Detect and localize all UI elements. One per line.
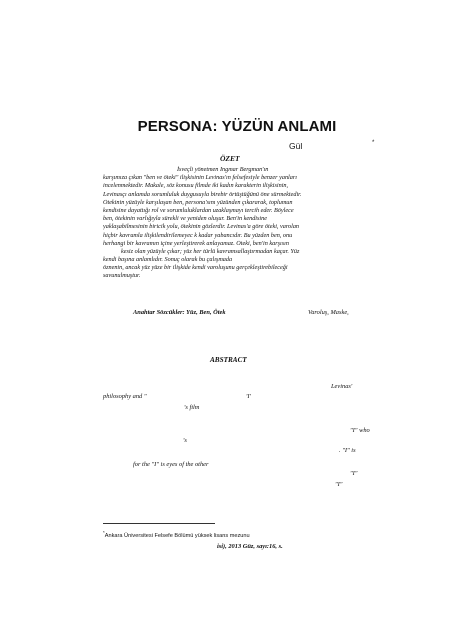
- abstract-fragment: 's: [183, 437, 187, 444]
- ozet-line: Ötekinin yüzüyle karşılaşan ben, persona'sını yüzünden çıkararak, toplumun: [103, 198, 293, 206]
- ozet-line: ben, ötekinin varlığıyla sürekli ve yeniden oluşur. Ben'in kendisine: [103, 215, 267, 223]
- ozet-line: karşımıza çıkan "ben ve öteki" ilişkisinin Levinas'ın felsefesiyle benzer yanları: [103, 174, 297, 182]
- footnote-divider: [103, 523, 215, 524]
- ozet-line: hiçbir kavramla ilişkilendirilemeyec k kadar yabancıdır. Bu yüzden ben, onu: [103, 231, 293, 239]
- abstract-fragment: . "I" is: [339, 447, 356, 454]
- abstract-fragment: "I": [335, 481, 343, 488]
- ozet-line: Levinasçı anlamda sorumluluk duygusuyla birebir örtüştüğünü öne sürmektedir.: [103, 190, 302, 198]
- ozet-line: savunulmuştur.: [103, 272, 141, 280]
- abstract-fragment: "I" who: [350, 427, 370, 434]
- ozet-line: öznenin, ancak yüz yüze bir ilişkide kendi varoluşunu gerçekleştirebileceği: [103, 264, 288, 272]
- ozet-line: incelenmektedir. Makale, söz konusu filmde iki kadın karakterin ilişkisinin,: [103, 182, 289, 190]
- ozet-line: İsveçli yönetmen Ingmar Bergman'ın: [177, 166, 269, 173]
- ozet-line: kendi başına anlamlıdır. Sonuç olarak bu çalışmada: [103, 256, 233, 264]
- journal-citation: isi), 2013 Güz, sayı:16, s.: [217, 543, 283, 550]
- keywords-continued: Varoluş, Maske,: [308, 309, 349, 316]
- footnote-text: Ankara Üniversitesi Felsefe Bölümü yüksek lisans mezunu: [104, 532, 250, 539]
- author-name: Gül: [289, 141, 303, 151]
- keywords-label: Anahtar Sözcükler: Yüz, Ben, Ötek: [133, 309, 226, 316]
- ozet-line: yaklaşabilmesinin biricik yolu, ötekinin gözlerdir. Levinas'a göre öteki, varolan: [103, 223, 300, 231]
- abstract-fragment: 's film: [184, 404, 200, 411]
- ozet-line: herhangi bir kavramın içine yerleştirerek anlayamaz. Öteki, ben'in karşısın: [103, 239, 289, 247]
- ozet-line: kesiz olan yüzüyle çıkar; yüz her türlü kavramsallaştırmadan kaçar. Yüz: [121, 247, 300, 255]
- abstract-fragment: philosophy and ": [103, 393, 147, 400]
- article-title: PERSONA: YÜZÜN ANLAMI: [137, 118, 337, 135]
- ozet-paragraph: [103, 166, 388, 281]
- abstract-heading: ABSTRACT: [210, 356, 247, 364]
- ozet-line: kendisine dayattığı rol ve sorumluluklardan uzaklaşmayı tercih eder. Böylece: [103, 206, 294, 214]
- abstract-fragment: "I": [350, 470, 358, 477]
- footnote: [103, 530, 250, 539]
- ozet-heading: ÖZET: [220, 154, 240, 163]
- abstract-fragment: Levinas': [331, 383, 353, 390]
- abstract-fragment: 'I': [246, 393, 251, 400]
- abstract-fragment: for the "I" is eyes of the other: [133, 461, 209, 468]
- author-footnote-mark: *: [372, 140, 375, 146]
- footnote-mark: *: [103, 530, 105, 535]
